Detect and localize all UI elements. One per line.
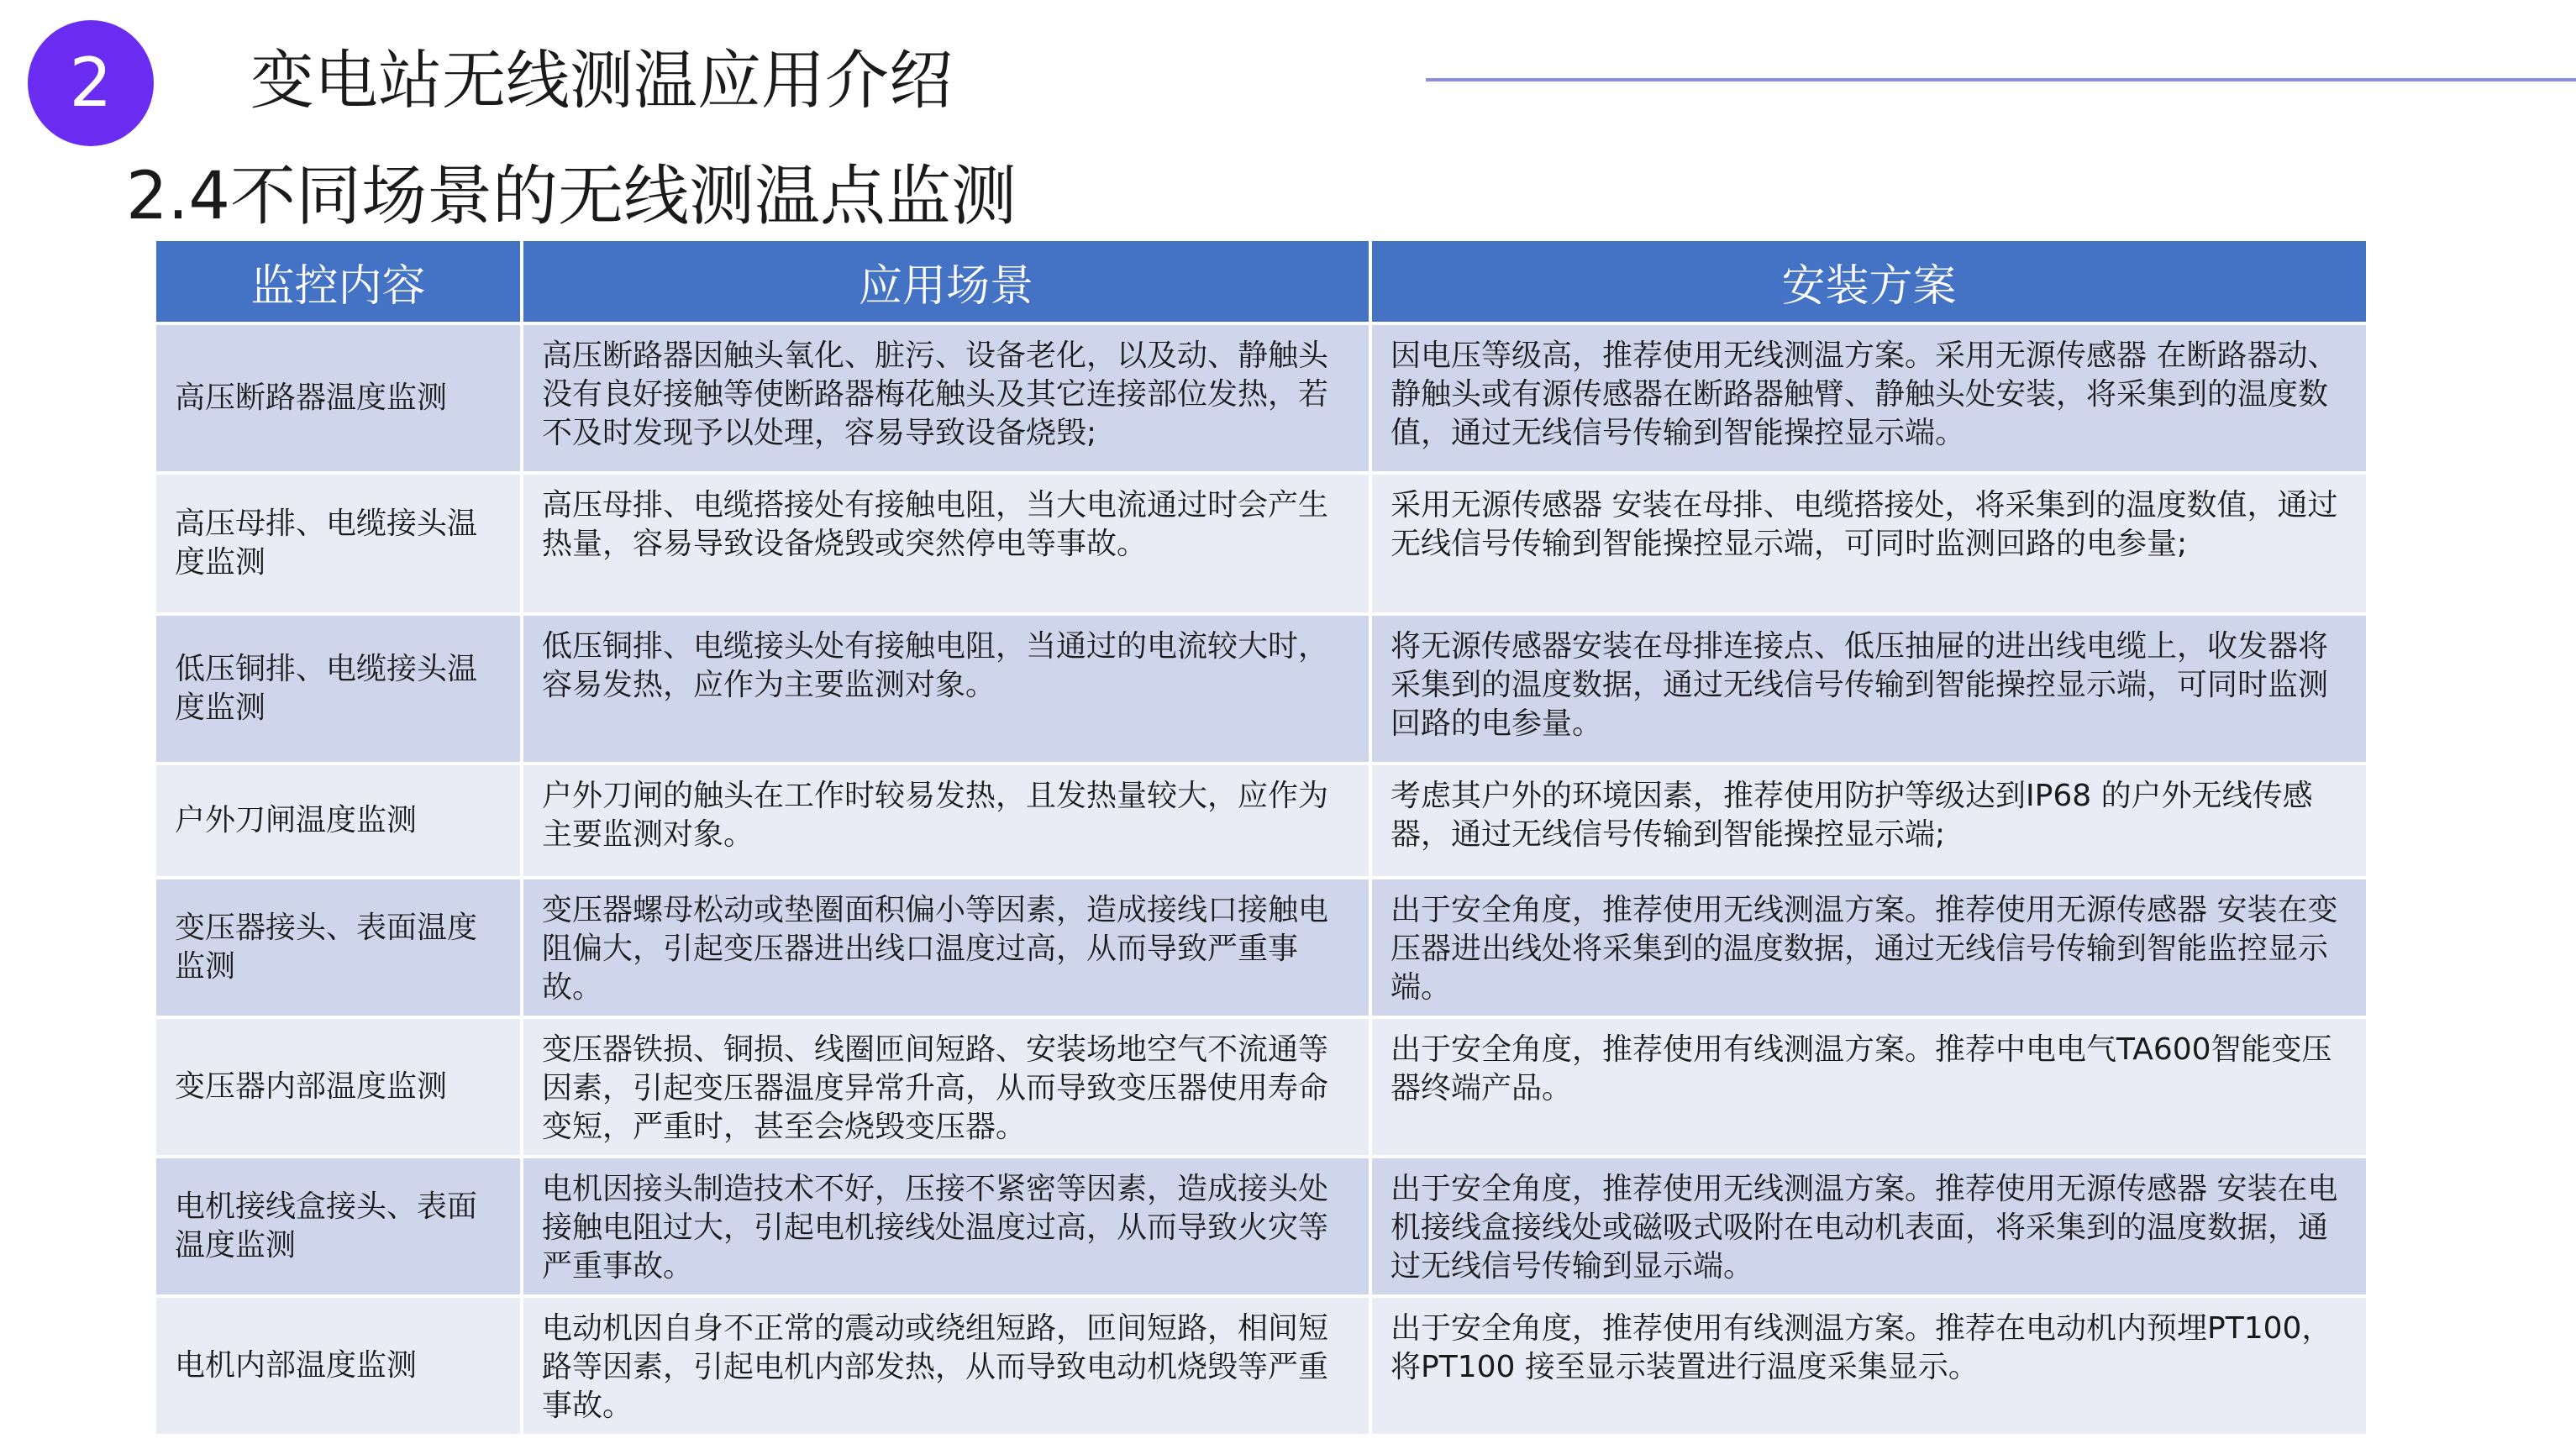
column-header-solution: 安装方案 xyxy=(1370,239,2368,323)
cell-scenario: 低压铜排、电缆接头处有接触电阻，当通过的电流较大时，容易发热，应作为主要监测对象。 xyxy=(522,614,1370,764)
cell-target: 电机接线盒接头、表面温度监测 xyxy=(155,1157,522,1296)
monitoring-scenarios-table xyxy=(153,238,2369,1437)
cell-solution: 出于安全角度，推荐使用无线测温方案。推荐使用无源传感器 安装在电机接线盒接线处或磁吸式吸附在电动机表面，将采集到的温度数据，通过无线信号传输到显示端。 xyxy=(1370,1157,2368,1296)
table-row xyxy=(155,1296,2368,1436)
cell-solution: 出于安全角度，推荐使用有线测温方案。推荐在电动机内预埋PT100，将PT100 接至显示装置进行温度采集显示。 xyxy=(1370,1296,2368,1436)
section-number-badge xyxy=(28,20,154,146)
column-header-scenario: 应用场景 xyxy=(522,239,1370,323)
cell-scenario: 变压器铁损、铜损、线圈匝间短路、安装场地空气不流通等因素，引起变压器温度异常升高，从而导致变压器使用寿命变短，严重时，甚至会烧毁变压器。 xyxy=(522,1017,1370,1157)
cell-target: 变压器内部温度监测 xyxy=(155,1017,522,1157)
column-header-target: 监控内容 xyxy=(155,239,522,323)
table-row xyxy=(155,1017,2368,1157)
cell-target: 变压器接头、表面温度监测 xyxy=(155,878,522,1017)
table-header-row xyxy=(155,239,2368,323)
cell-solution: 将无源传感器安装在母排连接点、低压抽屉的进出线电缆上，收发器将采集到的温度数据，通过无线信号传输到智能操控显示端，可同时监测回路的电参量。 xyxy=(1370,614,2368,764)
table-row xyxy=(155,614,2368,764)
cell-solution: 考虑其户外的环境因素，推荐使用防护等级达到IP68 的户外无线传感器，通过无线信号传输到智能操控显示端; xyxy=(1370,764,2368,878)
cell-target: 高压母排、电缆接头温度监测 xyxy=(155,473,522,614)
cell-solution: 出于安全角度，推荐使用无线测温方案。推荐使用无源传感器 安装在变压器进出线处将采集到的温度数据，通过无线信号传输到智能监控显示端。 xyxy=(1370,878,2368,1017)
cell-solution: 因电压等级高，推荐使用无线测温方案。采用无源传感器 在断路器动、静触头或有源传感器在断路器触臂、静触头处安装，将采集到的温度数值，通过无线信号传输到智能操控显示端。 xyxy=(1370,323,2368,473)
cell-scenario: 户外刀闸的触头在工作时较易发热，且发热量较大，应作为主要监测对象。 xyxy=(522,764,1370,878)
table-row xyxy=(155,323,2368,473)
cell-target: 高压断路器温度监测 xyxy=(155,323,522,473)
cell-target: 电机内部温度监测 xyxy=(155,1296,522,1436)
table-row xyxy=(155,473,2368,614)
cell-scenario: 电动机因自身不正常的震动或绕组短路，匝间短路，相间短路等因素，引起电机内部发热，从而导致电动机烧毁等严重事故。 xyxy=(522,1296,1370,1436)
section-title: 变电站无线测温应用介绍 xyxy=(250,43,953,118)
cell-scenario: 高压母排、电缆搭接处有接触电阻，当大电流通过时会产生热量，容易导致设备烧毁或突然停电等事故。 xyxy=(522,473,1370,614)
cell-target: 低压铜排、电缆接头温度监测 xyxy=(155,614,522,764)
table-row xyxy=(155,764,2368,878)
slide-subtitle: 2.4不同场景的无线测温点监测 xyxy=(126,159,1017,234)
cell-target: 户外刀闸温度监测 xyxy=(155,764,522,878)
table-row xyxy=(155,1157,2368,1296)
cell-scenario: 电机因接头制造技术不好，压接不紧密等因素，造成接头处接触电阻过大，引起电机接线处温度过高，从而导致火灾等严重事故。 xyxy=(522,1157,1370,1296)
cell-scenario: 变压器螺母松动或垫圈面积偏小等因素，造成接线口接触电阻偏大，引起变压器进出线口温度过高，从而导致严重事故。 xyxy=(522,878,1370,1017)
table-row xyxy=(155,878,2368,1017)
header-divider xyxy=(1426,78,2576,81)
cell-scenario: 高压断路器因触头氧化、脏污、设备老化，以及动、静触头没有良好接触等使断路器梅花触头及其它连接部位发热，若不及时发现予以处理，容易导致设备烧毁; xyxy=(522,323,1370,473)
section-number: 2 xyxy=(69,44,113,122)
cell-solution: 采用无源传感器 安装在母排、电缆搭接处，将采集到的温度数值，通过无线信号传输到智能操控显示端，可同时监测回路的电参量; xyxy=(1370,473,2368,614)
cell-solution: 出于安全角度，推荐使用有线测温方案。推荐中电电气TA600智能变压器终端产品。 xyxy=(1370,1017,2368,1157)
